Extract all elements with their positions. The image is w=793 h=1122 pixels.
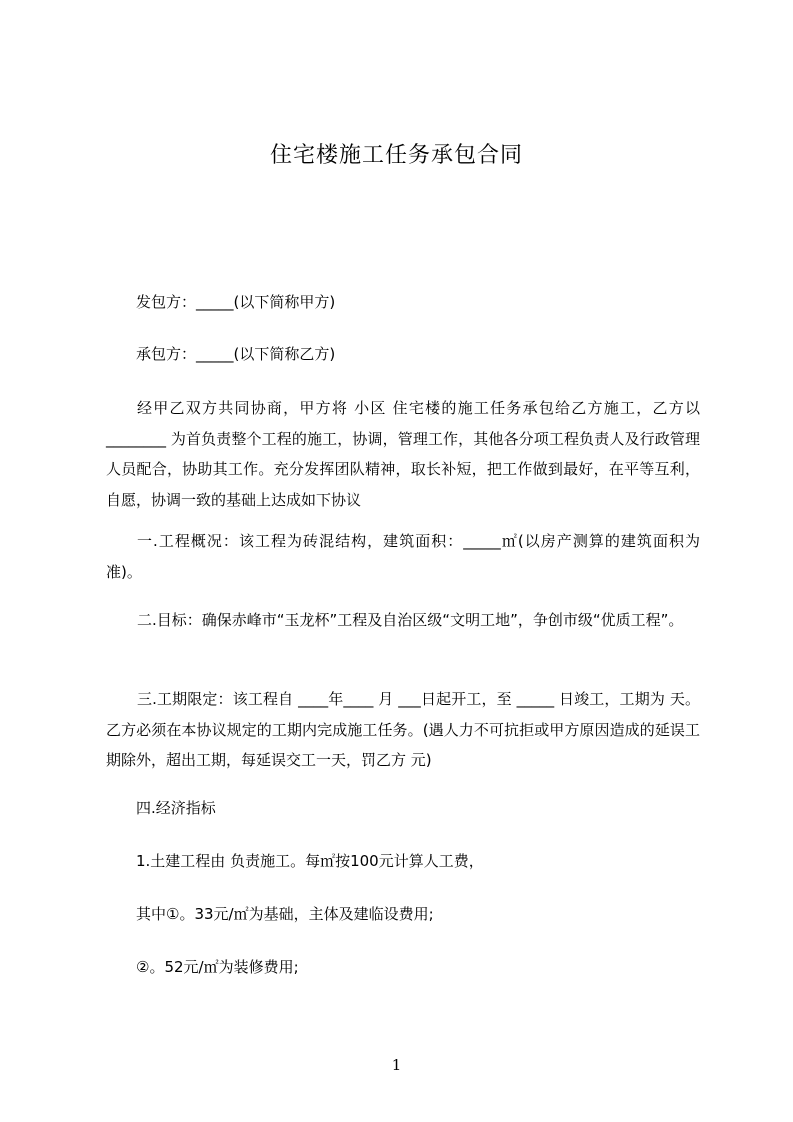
paragraph-cost-item-2: ②。52元/㎡为装修费用; xyxy=(136,958,299,976)
paragraph-schedule: 三.工期限定：该工程自 ____年____ 月 ___日起开工，至 _____ 日竣工，工期为 天。乙方必须在本协议规定的工期内完成施工任务。(遇人力不可抗拒或甲方原因造成的延误工期除外，超出工期，每延误交工一天，罚乙方 元) xyxy=(106,690,700,769)
section-economic-indicators: 四.经济指标 xyxy=(136,799,216,817)
document-title: 住宅楼施工任务承包合同 xyxy=(269,143,523,168)
paragraph-employer: 发包方：_____(以下简称甲方) xyxy=(136,293,336,311)
paragraph-contractor: 承包方：_____(以下简称乙方) xyxy=(136,345,336,363)
paragraph-goal: 二.目标：确保赤峰市“玉龙杯”工程及自治区级“文明工地”，争创市级“优质工程”。 xyxy=(137,611,684,629)
paragraph-cost-item-1: 其中①。33元/㎡为基础，主体及建临设费用; xyxy=(136,905,434,923)
paragraph-preamble: 经甲乙双方共同协商，甲方将 小区 住宅楼的施工任务承包给乙方施工，乙方以________ 为首负责整个工程的施工，协调，管理工作，其他各分项工程负责人及行政管理人员配合，协助其工作。充分发挥团队精神，取长补短，把工作做到最好，在平等互利，自愿，协调一致的基础上达成如下协议 xyxy=(106,399,700,509)
paragraph-civil-works: 1.土建工程由 负责施工。每㎡按100元计算人工费， xyxy=(136,852,484,870)
page-number: 1 xyxy=(391,1056,402,1074)
paragraph-overview: 一.工程概况：该工程为砖混结构，建筑面积：_____㎡(以房产测算的建筑面积为准)。 xyxy=(106,532,700,581)
